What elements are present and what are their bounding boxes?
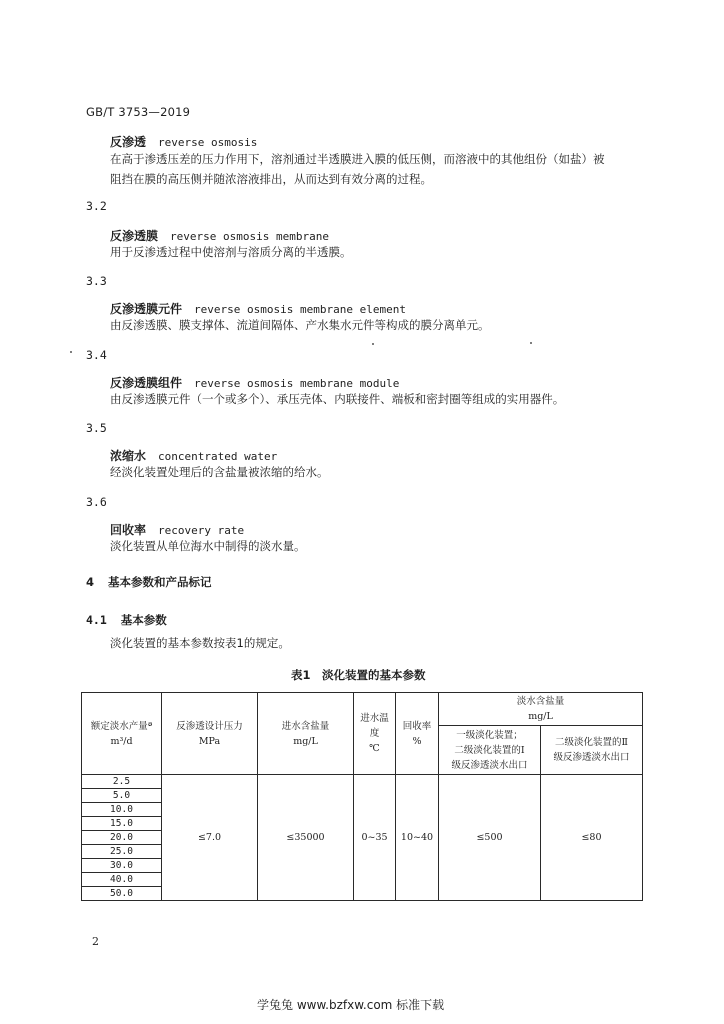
header-recovery: [396, 693, 439, 775]
header-fresh-salt: [439, 693, 643, 726]
temp-cell: 0~35: [354, 775, 396, 901]
header-line: 二级淡化装置的Ⅰ: [454, 744, 525, 756]
term-number: 3.5: [86, 421, 107, 435]
header-line: m³/d: [110, 735, 133, 747]
stage1-cell: ≤500: [439, 775, 541, 901]
capacity-cell: 2.5: [82, 775, 162, 789]
term-en: reverse osmosis membrane module: [194, 377, 400, 390]
definition-line: 阻挡在膜的高压侧并随浓溶液排出，从而达到有效分离的过程。: [110, 172, 432, 186]
term-number: 3.3: [86, 274, 107, 288]
capacity-cell: 5.0: [82, 789, 162, 803]
footer-watermark: 学兔兔 www.bzfxw.com 标准下载: [257, 998, 445, 1012]
subsection-number: 4.1: [86, 613, 107, 627]
term-definition: [110, 149, 605, 189]
header-line: 一级淡化装置；: [456, 729, 523, 741]
scan-speck: [372, 343, 374, 345]
table-caption: 表1 淡化装置的基本参数: [291, 668, 426, 682]
subsection-heading: [86, 612, 167, 628]
header-line: mg/L: [293, 735, 318, 747]
capacity-cell: 15.0: [82, 817, 162, 831]
header-line: %: [412, 735, 422, 747]
term-zh: 反渗透膜元件: [110, 302, 183, 316]
standard-number: GB/T 3753—2019: [86, 105, 191, 119]
term-en: reverse osmosis membrane: [170, 230, 329, 243]
term-zh: 回收率: [110, 523, 147, 537]
pressure-cell: ≤7.0: [162, 775, 258, 901]
header-line: 级反渗透淡水出口: [451, 759, 528, 771]
header-capacity: [82, 693, 162, 775]
header-line: 进水含盐量: [281, 720, 330, 732]
capacity-cell: 10.0: [82, 803, 162, 817]
capacity-cell: 20.0: [82, 831, 162, 845]
header-line: 反渗透设计压力: [176, 720, 243, 732]
subsection-text: 淡化装置的基本参数按表1的规定。: [110, 636, 290, 650]
header-line: 级反渗透淡水出口: [553, 752, 630, 763]
header-line: 回收率: [402, 720, 432, 732]
header-temp: [354, 693, 396, 775]
header-line: mg/L: [528, 711, 553, 722]
header-line: ℃: [369, 743, 380, 754]
term-en: recovery rate: [158, 524, 245, 537]
header-line: MPa: [198, 735, 221, 747]
section-number: 4: [86, 575, 95, 589]
header-line: 额定淡水产量ª: [90, 720, 153, 732]
term-zh: 反渗透膜组件: [110, 376, 183, 390]
parameter-table: [81, 692, 643, 901]
term-number: 3.4: [86, 348, 107, 362]
term-number: 3.6: [86, 495, 107, 509]
header-line: 二级淡化装置的Ⅱ: [555, 737, 628, 748]
definition-line: 在高于渗透压差的压力作用下，溶剂通过半透膜进入膜的低压侧，而溶液中的其他组份（如盐）被: [110, 152, 605, 166]
term-definition: 用于反渗透过程中使溶剂与溶质分离的半透膜。: [110, 245, 352, 259]
term-title: [110, 133, 257, 150]
scan-speck: [530, 342, 532, 344]
section-heading: [86, 574, 212, 590]
term-definition: 经淡化装置处理后的含盐量被浓缩的给水。: [110, 465, 329, 479]
header-stage2: [541, 726, 643, 775]
term-en: reverse osmosis membrane element: [194, 303, 406, 316]
capacity-cell: 50.0: [82, 887, 162, 901]
term-zh: 反渗透膜: [110, 229, 159, 243]
recovery-cell: 10~40: [396, 775, 439, 901]
term-en: reverse osmosis: [158, 136, 258, 149]
header-salt-in: [258, 693, 354, 775]
term-number: 3.2: [86, 199, 107, 213]
term-definition: 由反渗透膜、膜支撑体、流道间隔体、产水集水元件等构成的膜分离单元。: [110, 318, 490, 332]
scan-speck: [70, 351, 72, 353]
header-pressure: [162, 693, 258, 775]
header-stage1: [439, 726, 541, 775]
header-line: 淡水含盐量: [516, 696, 565, 707]
capacity-cell: 30.0: [82, 859, 162, 873]
term-zh: 反渗透: [110, 135, 147, 149]
salt-in-cell: ≤35000: [258, 775, 354, 901]
term-definition: 淡化装置从单位海水中制得的淡水量。: [110, 539, 306, 553]
page-number: 2: [92, 935, 99, 948]
capacity-cell: 40.0: [82, 873, 162, 887]
section-title: 基本参数和产品标记: [108, 575, 212, 589]
subsection-title: 基本参数: [120, 613, 167, 627]
header-line: 进水温度: [360, 713, 389, 739]
stage2-cell: ≤80: [541, 775, 643, 901]
capacity-cell: 25.0: [82, 845, 162, 859]
term-zh: 浓缩水: [110, 449, 147, 463]
term-definition: 由反渗透膜元件（一个或多个）、承压壳体、内联接件、端板和密封圈等组成的实用器件。: [110, 392, 565, 406]
term-en: concentrated water: [158, 450, 278, 463]
